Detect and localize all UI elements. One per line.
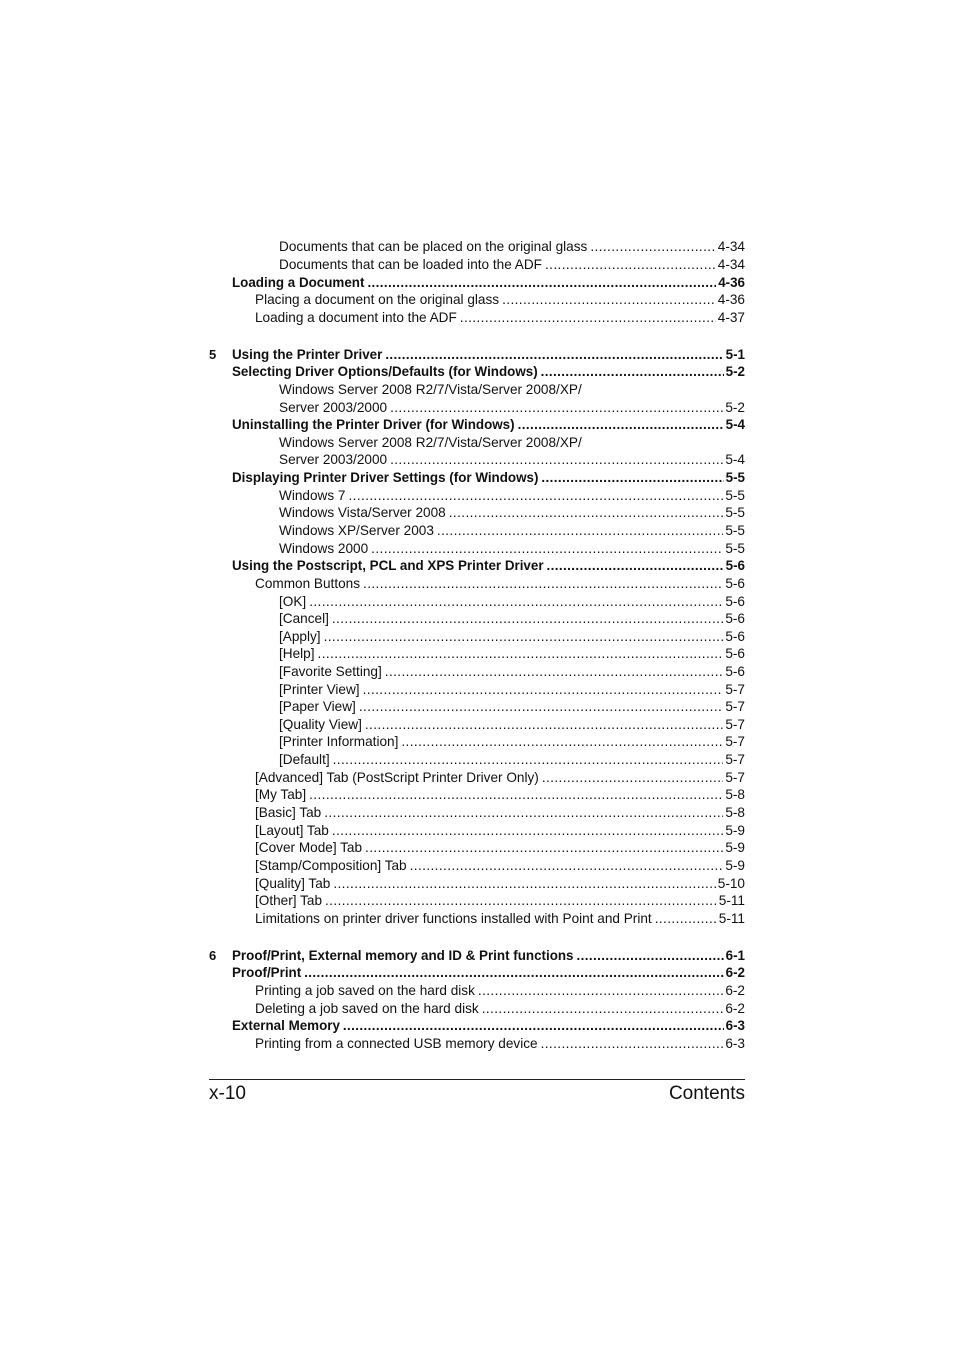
toc-page-number: 5-7 [725,770,745,785]
toc-page-number: 5-9 [725,840,745,855]
toc-page-number: 5-2 [725,400,745,415]
toc-page-number: 5-8 [725,805,745,820]
toc-entry[interactable] [279,399,745,417]
toc-dot-leader [410,857,724,875]
toc-dot-leader [318,645,724,663]
toc-entry-title: [Other] Tab [255,893,322,908]
toc-entry[interactable] [255,857,745,875]
toc-entry-title: Using the Printer Driver [232,347,383,362]
toc-entry-title: Uninstalling the Printer Driver (for Windows) [232,417,515,432]
toc-page-number: 5-7 [725,717,745,732]
toc-entry-title: [Apply] [279,629,321,644]
toc-dot-leader [545,256,716,274]
toc-page-number: 5-11 [718,911,745,926]
toc-page-number: 5-6 [725,629,745,644]
toc-page-number: 6-3 [725,1036,745,1051]
toc-entry-title: [Quality View] [279,717,362,732]
footer-rule [209,1079,745,1080]
toc-page-number: 5-4 [725,417,745,432]
toc-entry[interactable] [255,309,745,327]
toc-entry-title: Loading a Document [232,275,365,290]
toc-entry[interactable] [255,575,745,593]
toc-entry-title: Placing a document on the original glass [255,292,500,307]
toc-dot-leader [324,628,724,646]
toc-dot-leader [655,910,717,928]
toc-entry[interactable] [255,910,745,928]
toc-entry-title: Server 2003/2000 [279,452,388,467]
toc-page-number: 5-8 [725,787,745,802]
toc-entry[interactable] [279,645,745,663]
toc-dot-leader [371,540,723,558]
toc-entry-title: Proof/Print [232,965,302,980]
toc-entry-title: [Cover Mode] Tab [255,840,363,855]
toc-dot-leader [401,733,723,751]
toc-dot-leader [518,416,724,434]
toc-page-number: 5-6 [725,664,745,679]
toc-entry-title: [Stamp/Composition] Tab [255,858,407,873]
toc-entry[interactable] [279,698,745,716]
toc-entry-title: Windows Server 2008 R2/7/Vista/Server 2008/XP/ [279,382,582,397]
toc-page-number: 6-2 [725,1001,745,1016]
toc-entry[interactable] [255,822,745,840]
toc-dot-leader [547,557,724,575]
toc-dot-leader [343,1017,724,1035]
toc-dot-leader [333,875,715,893]
toc-entry[interactable] [279,522,745,540]
toc-entry[interactable] [255,804,745,822]
toc-entry[interactable] [279,451,745,469]
toc-entry[interactable] [232,363,745,381]
toc-entry[interactable] [279,681,745,699]
toc-dot-leader [304,964,723,982]
toc-entry-title: Common Buttons [255,576,361,591]
toc-entry[interactable] [232,469,745,487]
footer-section-title: Contents [668,1083,745,1104]
toc-dot-leader [390,399,723,417]
toc-dot-leader [367,274,716,292]
toc-page-number: 5-10 [717,876,745,891]
toc-entry-title: [Default] [279,752,330,767]
toc-entry[interactable] [255,1035,745,1053]
toc-entry[interactable] [279,663,745,681]
toc-dot-leader [478,982,723,1000]
toc-page-number: 5-6 [725,594,745,609]
toc-entry[interactable] [255,982,745,1000]
toc-entry[interactable] [255,875,745,893]
toc-dot-leader [348,487,723,505]
toc-entry[interactable] [279,733,745,751]
toc-entry-title: [Printer View] [279,682,360,697]
toc-page-number: 5-6 [725,646,745,661]
toc-page-number: 5-5 [725,470,745,485]
toc-dot-leader [359,698,724,716]
toc-page-number: 5-9 [725,858,745,873]
toc-page-number: 5-6 [725,611,745,626]
toc-entry-title: [Quality] Tab [255,876,331,891]
toc-entry-title: External Memory [232,1018,340,1033]
toc-dot-leader [390,451,723,469]
toc-entry[interactable] [232,416,745,434]
toc-entry[interactable] [279,381,745,399]
toc-dot-leader [437,522,723,540]
toc-entry-title: [Favorite Setting] [279,664,382,679]
toc-entry-title: Documents that can be placed on the original glass [279,239,588,254]
toc-entry-title: [Cancel] [279,611,329,626]
toc-entry-title: Windows 7 [279,488,346,503]
toc-entry[interactable] [255,291,745,309]
toc-page-number: 5-7 [725,699,745,714]
toc-chapter-number: 5 [209,347,217,362]
toc-page-number: 4-34 [717,239,745,254]
toc-page-number: 5-1 [725,347,745,362]
toc-page-number: 5-4 [725,452,745,467]
toc-page-number: 5-5 [725,523,745,538]
toc-entry[interactable] [232,964,745,982]
toc-entry[interactable] [279,434,745,452]
toc-page-number: 4-36 [718,275,745,290]
toc-entry-title: Server 2003/2000 [279,400,388,415]
toc-entry-title: Windows Vista/Server 2008 [279,505,446,520]
toc-page-number: 5-6 [725,576,745,591]
toc-entry-title: Windows 2000 [279,541,369,556]
toc-entry[interactable] [279,628,745,646]
toc-page-number: 6-2 [725,965,745,980]
toc-page-number: 5-5 [725,488,745,503]
toc-dot-leader [365,716,723,734]
toc-entry-title: Limitations on printer driver functions installed with Point and Print [255,911,652,926]
toc-dot-leader [363,575,723,593]
toc-entry[interactable] [279,593,745,611]
toc-entry-title: Windows Server 2008 R2/7/Vista/Server 2008/XP/ [279,435,582,450]
toc-dot-leader [385,346,723,364]
toc-entry[interactable] [255,786,745,804]
toc-entry-title: Using the Postscript, PCL and XPS Printer Driver [232,558,544,573]
toc-entry-title: [Advanced] Tab (PostScript Printer Driver Only) [255,770,539,785]
toc-entry-title: Windows XP/Server 2003 [279,523,434,538]
toc-page-number: 5-7 [725,682,745,697]
toc-entry-title: Loading a document into the ADF [255,310,457,325]
toc-dot-leader [333,751,724,769]
toc-dot-leader [385,663,724,681]
toc-chapter-entry[interactable] [209,947,745,965]
toc-dot-leader [332,822,724,840]
toc-dot-leader [502,291,716,309]
toc-dot-leader [541,469,723,487]
toc-page-number: 6-3 [725,1018,745,1033]
toc-entry-title: Proof/Print, External memory and ID & Print functions [232,948,574,963]
footer-page-number: x-10 [209,1083,246,1104]
toc-entry-title: [My Tab] [255,787,307,802]
toc-page-number: 6-1 [725,948,745,963]
toc-dot-leader [482,1000,724,1018]
toc-page-number: 5-2 [725,364,745,379]
toc-chapter-entry[interactable] [209,346,745,364]
toc-dot-leader [460,309,716,327]
toc-entry-title: [Paper View] [279,699,356,714]
toc-dot-leader [365,839,723,857]
toc-dot-leader [590,238,715,256]
toc-entry-title: [Printer Information] [279,734,399,749]
toc-entry[interactable] [279,256,745,274]
toc-dot-leader [309,786,723,804]
toc-entry-title: [Basic] Tab [255,805,322,820]
toc-page-number: 4-37 [717,310,745,325]
toc-dot-leader [324,804,723,822]
toc-page-number: 5-6 [725,558,745,573]
toc-page-number: 4-36 [717,292,745,307]
toc-entry[interactable] [279,610,745,628]
toc-entry-title: Deleting a job saved on the hard disk [255,1001,479,1016]
toc-entry[interactable] [255,839,745,857]
toc-dot-leader [332,610,723,628]
toc-dot-leader [363,681,724,699]
toc-dot-leader [449,504,724,522]
toc-page-number: 4-34 [717,257,745,272]
toc-dot-leader [541,1035,724,1053]
toc-dot-leader [577,947,724,965]
toc-dot-leader [325,892,717,910]
toc-entry[interactable] [279,487,745,505]
toc-entry[interactable] [279,716,745,734]
toc-entry[interactable] [232,1017,745,1035]
toc-entry[interactable] [255,1000,745,1018]
toc-entry-title: Documents that can be loaded into the ADF [279,257,542,272]
toc-entry-title: Selecting Driver Options/Defaults (for Windows) [232,364,538,379]
toc-chapter-number: 6 [209,948,217,963]
toc-entry-title: Displaying Printer Driver Settings (for Windows) [232,470,539,485]
toc-entry[interactable] [279,751,745,769]
toc-entry-title: [Layout] Tab [255,823,329,838]
toc-entry[interactable] [232,274,745,292]
toc-entry-title: [OK] [279,594,307,609]
toc-page-number: 6-2 [725,983,745,998]
toc-entry-title: [Help] [279,646,315,661]
toc-dot-leader [541,363,724,381]
toc-page-number: 5-7 [725,752,745,767]
toc-page-number: 5-7 [725,734,745,749]
toc-page-number: 5-5 [725,541,745,556]
toc-entry[interactable] [255,769,745,787]
toc-dot-leader [309,593,723,611]
toc-page-number: 5-11 [718,893,745,908]
toc-entry-title: Printing a job saved on the hard disk [255,983,475,998]
toc-page-number: 5-5 [725,505,745,520]
toc-entry[interactable] [255,892,745,910]
toc-entry[interactable] [279,504,745,522]
toc-entry[interactable] [279,540,745,558]
toc-entry[interactable] [232,557,745,575]
toc-entry[interactable] [279,238,745,256]
toc-dot-leader [542,769,724,787]
toc-page-number: 5-9 [725,823,745,838]
toc-entry-title: Printing from a connected USB memory device [255,1036,538,1051]
